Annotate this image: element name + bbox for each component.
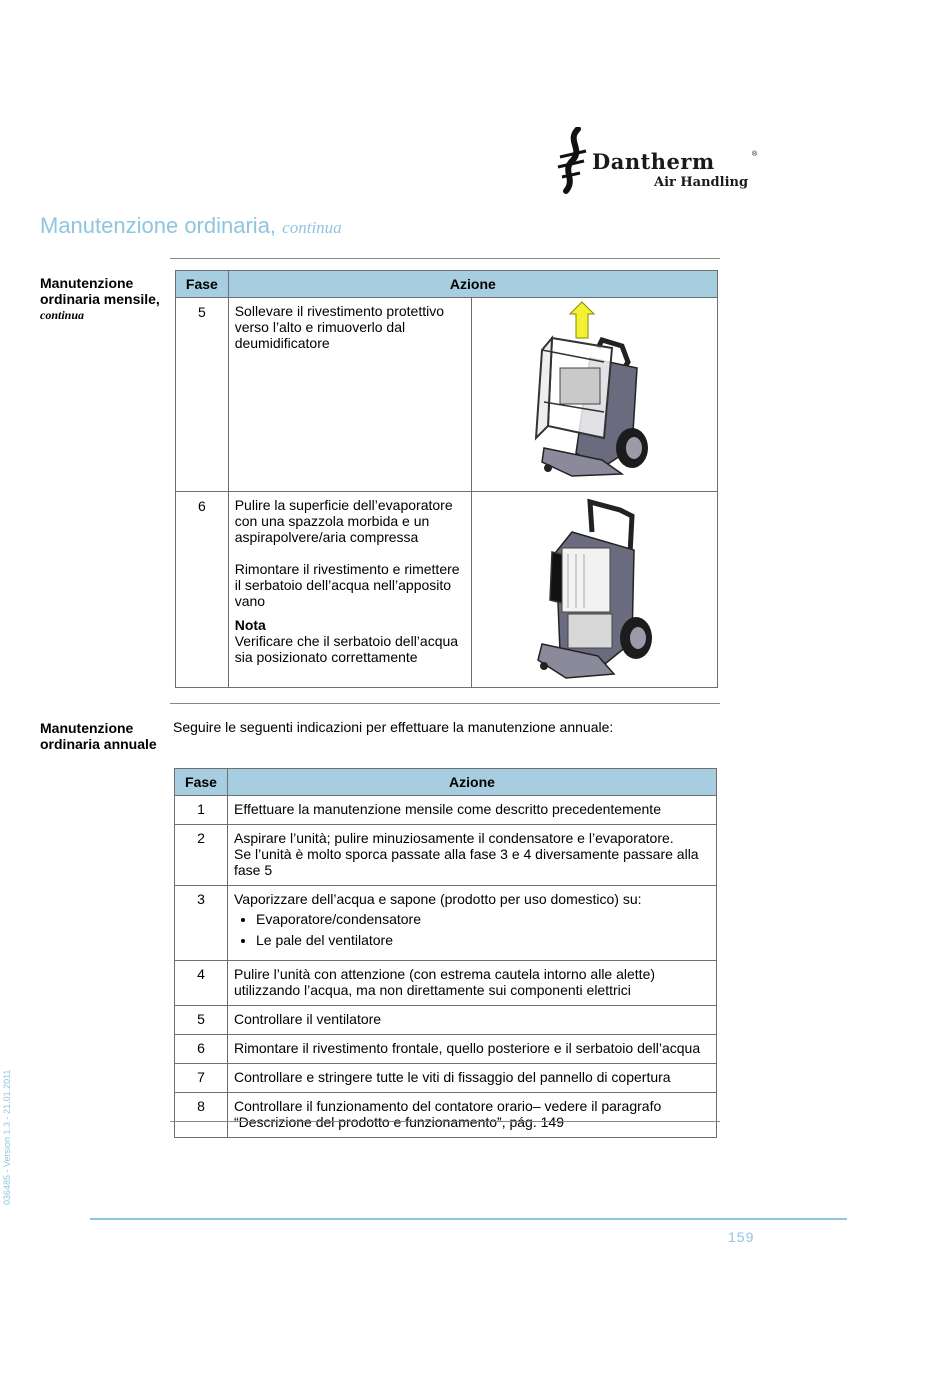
annual-section-label [40,720,157,752]
row-action: Controllare il funzionamento del contatore orario– vedere il paragrafo “Descrizione del prodotto e funzionamento”, pág. 149 [228,1093,717,1138]
row-action [228,298,471,492]
logo-subtitle: Air Handling [654,175,749,190]
table-row [175,1035,717,1064]
row-fase: 4 [175,961,228,1006]
evaporator-illustration [472,492,717,684]
table-header-row [176,271,718,298]
logo-registered: ® [752,151,758,158]
dantherm-logo [556,127,766,197]
row-action [228,886,717,961]
section-divider [170,703,720,704]
table-row [175,1064,717,1093]
row-action: Pulire l’unità con attenzione (con estrema cautela intorno alle alette) utilizzando l’acqua, ma non direttamente sui componenti elettrici [228,961,717,1006]
dehumidifier-evaporator-image [471,492,717,688]
table-header-row [175,769,717,796]
table-row [175,825,717,886]
footer-rule [90,1218,847,1220]
dehumidifier-cover-removal-image [471,298,717,492]
table-row [176,298,718,492]
row-fase: 6 [175,1035,228,1064]
row-action-text: Sollevare il rivestimento protettivo verso l’alto e rimuoverlo dal deumidificatore [234,303,445,351]
annual-label-line1: Manutenzione [40,720,134,736]
row-fase: 5 [176,298,229,492]
table-row [175,886,717,961]
monthly-maintenance-table [175,270,718,688]
monthly-section-label [40,275,160,323]
list-item: • Evaporatore/condensatore [256,911,710,927]
list-item: • Le pale del ventilatore [256,932,710,948]
page-title [40,213,342,239]
cover-lift-illustration [472,298,717,488]
row-fase: 5 [175,1006,228,1035]
section-divider [170,258,720,259]
table-row [176,492,718,688]
title-continua: continua [282,218,342,237]
table-row [175,961,717,1006]
row-action [228,825,717,886]
annual-label-line2: ordinaria annuale [40,736,157,752]
bullet-list [234,911,710,948]
header-fase: Fase [176,271,229,298]
row-fase: 8 [175,1093,228,1138]
row-action-text: Aspirare l’unità; pulire minuziosamente il condensatore e l’evaporatore. [234,830,674,846]
row-fase: 1 [175,796,228,825]
monthly-label-continua: continua [40,308,85,322]
page-number: 159 [728,1229,755,1245]
note-text: Verificare che il serbatoio dell’acqua sia posizionato correttamente [234,633,459,665]
logo-swirl-icon [556,127,596,197]
table-row [175,1093,717,1138]
title-main: Manutenzione ordinaria, [40,213,277,238]
row-fase: 2 [175,825,228,886]
row-action-content [229,492,471,665]
section-divider [170,1121,720,1122]
row-action-text-2: Rimontare il rivestimento e rimettere il serbatoio dell’acqua nell’apposito vano [234,561,460,609]
annual-intro-text: Seguire le seguenti indicazioni per effettuare la manutenzione annuale: [173,719,614,735]
row-action-text: Pulire la superficie dell’evaporatore con una spazzola morbida e un aspirapolvere/aria compressa [234,497,453,545]
note-label: Nota [234,617,266,633]
annual-maintenance-table [174,768,717,1138]
logo-brand: Dantherm [592,149,715,174]
row-action: Controllare il ventilatore [228,1006,717,1035]
document-version: 036485 - Version 1.3 - 21.01.2011 [2,1069,12,1205]
header-fase: Fase [175,769,228,796]
row-fase: 7 [175,1064,228,1093]
header-azione: Azione [228,271,717,298]
header-azione: Azione [228,769,717,796]
row-fase: 3 [175,886,228,961]
table-row [175,1006,717,1035]
row-action: Effettuare la manutenzione mensile come descritto precedentemente [228,796,717,825]
row-fase: 6 [176,492,229,688]
row-action-text: Vaporizzare dell’acqua e sapone (prodotto per uso domestico) su: [234,891,642,907]
monthly-label-line2: ordinaria mensile, [40,291,160,307]
table-row [175,796,717,825]
monthly-label-line1: Manutenzione [40,275,134,291]
row-action [228,492,471,688]
row-action-text-2: Se l’unità è molto sporca passate alla fase 3 e 4 diversamente passare alla fase 5 [234,846,699,878]
row-action: Controllare e stringere tutte le viti di fissaggio del pannello di copertura [228,1064,717,1093]
row-action: Rimontare il rivestimento frontale, quello posteriore e il serbatoio dell’acqua [228,1035,717,1064]
